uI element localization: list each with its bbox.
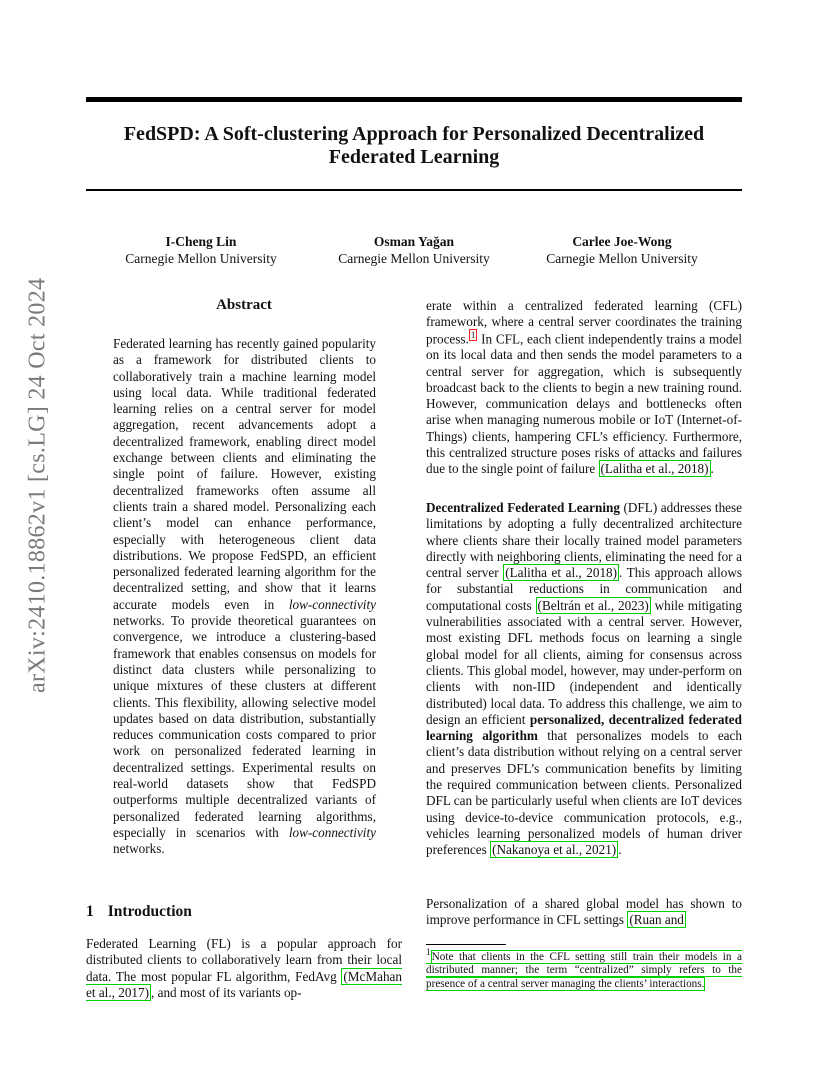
citation-link[interactable]: (Beltrán et al., 2023)	[537, 597, 649, 613]
section-heading-introduction	[86, 903, 192, 921]
right-paragraph-2	[426, 500, 742, 859]
author-3	[532, 233, 712, 267]
author-name: Carlee Joe-Wong	[572, 234, 672, 249]
abstract-text: networks. To provide theoretical guarantees on convergence, we introduce a clustering-based framework that enables consensus on models for distinct data clusters while personalizing to unique mixtures of these clusters at different clients. This flexibility, allowing selective model updates based on data distribution, substantially reduces communication costs compared to prior work on personalized federated learning in decentralized settings. Experimental results on real-world datasets show that FedSPD outperforms multiple decentralized variants of personalized federated learning algorithms, especially in scenarios with	[113, 613, 376, 840]
citation-link[interactable]: (Ruan and	[629, 912, 684, 928]
abstract-text: Federated learning has recently gained popularity as a framework for distributed clients to collaboratively train a machine learning model using local data. While traditional federated learning relies on a central server for model aggregation, recent advancements adopt a decentralized framework, enabling direct model exchange between clients and eliminating the single point of failure. However, existing decentralized frameworks often assume all clients train a shared model. Personalizing each client’s model can enhance performance, especially with heterogeneous client data distributions. We propose FedSPD, an efficient personalized federated learning algorithm for the decentralized setting, and show that it learns accurate models even in	[113, 336, 376, 612]
abstract-heading: Abstract	[216, 297, 272, 313]
paragraph-text: Federated Learning (FL) is a popular approach for distributed clients to collaboratively learn from their local data. The most popular FL algorithm, FedAvg	[86, 936, 402, 984]
arxiv-identifier[interactable]: arXiv:2410.18862v1 [cs.LG] 24 Oct 2024	[24, 277, 51, 693]
paragraph-text: . This approach allows for substantial reductions in communication and computational costs	[426, 565, 742, 613]
author-affiliation: Carnegie Mellon University	[338, 251, 490, 266]
author-1	[111, 233, 291, 267]
citation-link[interactable]: (McMahan et al., 2017)	[86, 968, 402, 1000]
author-affiliation: Carnegie Mellon University	[125, 251, 277, 266]
paragraph-text: In CFL, each client independently trains a model on its local data and then sends the model parameters to a central server for aggregation, which is subsequently broadcast back to the clients to begin a new training round. However, communication delays and bottlenecks often arise when managing numerous mobile or IoT (Internet-of-Things) clients, hampering CFL’s efficiency. Furthermore, this centralized structure poses risks of attacks and failures due to the single point of failure	[426, 330, 742, 477]
paper-title	[86, 123, 742, 169]
footnote-number: 1	[426, 948, 431, 958]
right-paragraph-3	[426, 896, 742, 929]
paragraph-text: .	[618, 842, 622, 858]
paragraph-text: Personalization of a shared global model has shown to improve performance in CFL settings	[426, 896, 742, 928]
footnote-ref-link[interactable]: 1	[470, 329, 476, 340]
abstract-body	[113, 336, 376, 858]
section-number: 1	[86, 903, 94, 920]
paragraph-text: while mitigating vulnerabilities associated with a central server. However, most existing DFL methods focus on learning a single global model for all clients, aiming for consensus across clients. This global model, however, may under-perform on clients with non-IID (independent and identically distributed) local data. To address this challenge, we aim to design an efficient	[426, 597, 742, 727]
footnote-text: Note that clients in the CFL setting still train their models in a distributed manner; the term “centralized” simply refers to the presence of a central server managing the clients’ interactions.	[426, 950, 742, 990]
paragraph-text: .	[710, 461, 714, 477]
title-bottom-rule	[86, 189, 742, 191]
paragraph-text: that personalizes models to each client’s data distribution without relying on a central server and preserves DFL’s communication benefits by limiting the required communication between clients. Personalized DFL can be particularly useful when clients are IoT devices using device-to-device communication protocols, e.g., vehicles learning personalized models of human driver preferences	[426, 728, 742, 858]
paragraph-text: , and most of its variants op-	[151, 984, 302, 1000]
author-name: Osman Yağan	[373, 234, 455, 249]
intro-left-paragraph	[86, 936, 402, 1001]
title-line-1: FedSPD: A Soft-clustering Approach for Personalized Decentralized	[123, 123, 705, 145]
right-paragraph-1	[426, 298, 742, 478]
bold-term: Decentralized Federated Learning	[426, 500, 620, 515]
footnote	[426, 947, 742, 992]
top-rule	[86, 97, 742, 102]
citation-link[interactable]: (Nakanoya et al., 2021)	[492, 842, 617, 858]
author-name: I-Cheng Lin	[165, 234, 237, 249]
paragraph-text: (DFL) addresses these limitations by adopting a fully decentralized architecture where clients share their locally trained model parameters directly with neighboring clients, eliminating the need for a central server	[426, 500, 742, 581]
abstract-emphasis: low-connectivity	[288, 824, 376, 840]
bold-term: personalized, decentralized federated learning algorithm	[426, 711, 742, 744]
section-title: Introduction	[107, 903, 192, 920]
title-line-2: Federated Learning	[328, 146, 500, 168]
abstract-text: networks.	[113, 841, 165, 857]
author-affiliation: Carnegie Mellon University	[546, 251, 698, 266]
paragraph-text: erate within a centralized federated learning (CFL) framework, where a central server coordinates the training process.	[426, 298, 742, 346]
citation-link[interactable]: (Lalitha et al., 2018)	[600, 461, 709, 477]
author-2	[324, 233, 504, 267]
footnote-rule	[426, 944, 506, 945]
citation-link[interactable]: (Lalitha et al., 2018)	[505, 565, 618, 581]
abstract-emphasis: low-connectivity	[288, 596, 376, 612]
